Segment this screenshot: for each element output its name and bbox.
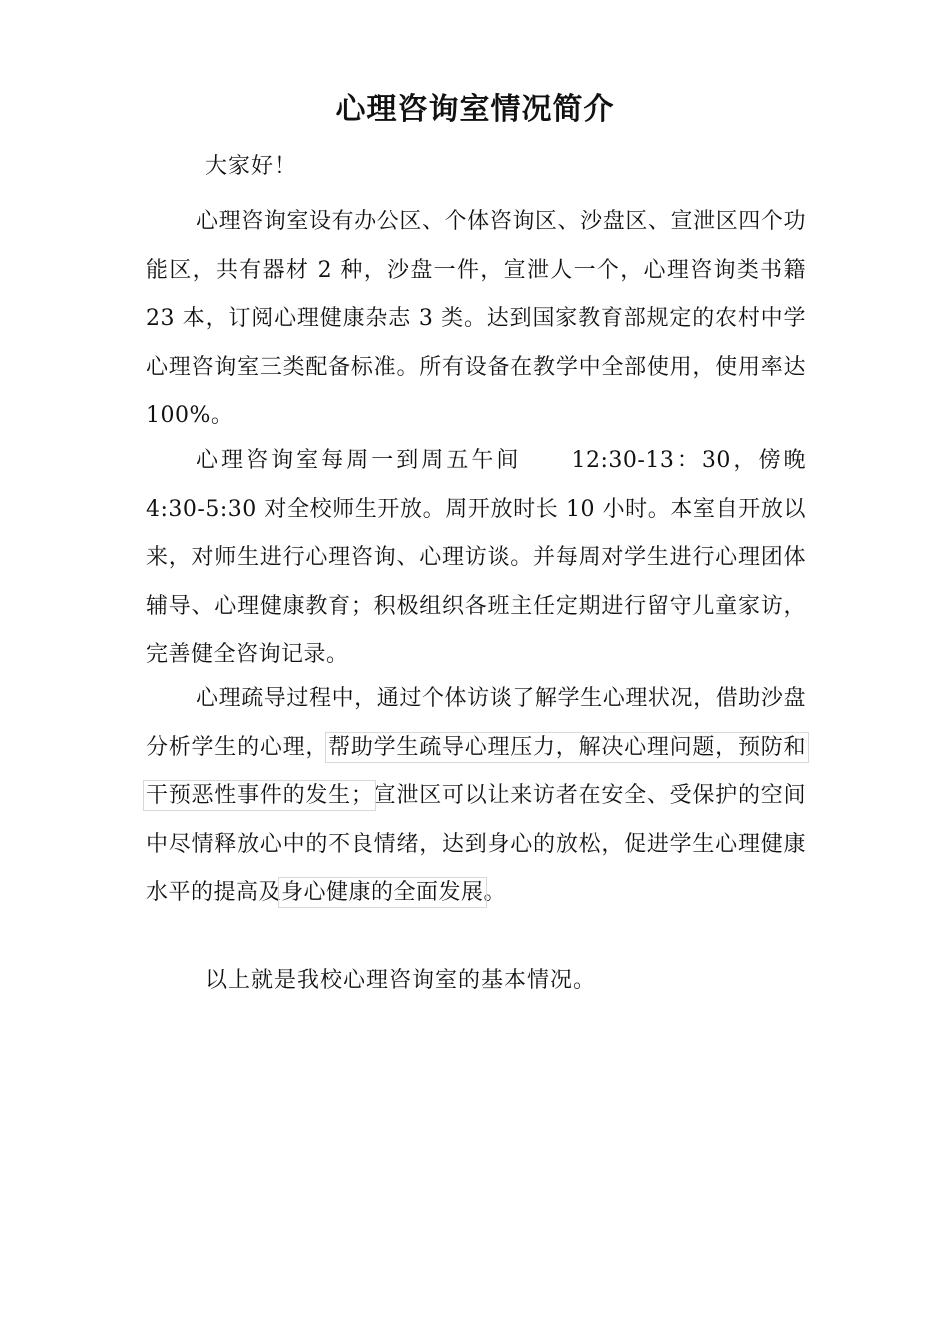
paragraph-1 xyxy=(146,198,806,441)
paragraph-3 xyxy=(146,675,806,918)
highlighted-text-1: 帮助学生疏导心理压力，解决心理问题，预防和干预恶性事件的发生； xyxy=(146,734,806,808)
paragraph-2 xyxy=(146,437,806,680)
highlighted-text-2: 身心健康的全面发展 xyxy=(281,880,484,905)
paragraph-3-part-3: 宣泄区可以让来访者在安全、受保护的空间中尽情释放心中的不良情绪，达到身心的放松，促进学生心理健康水平的提高及 xyxy=(146,783,806,905)
paragraph-2-text: 心理咨询室每周一到周五午间 12:30-13：30，傍晚 4:30-5:30 对全校师生开放。周开放时长 10 小时。本室自开放以来，对师生进行心理咨询、心理访谈。并每周对学生进行心理团体辅导、心理健康教育；积极组织各班主任定期进行留守儿童家访，完善健全咨询记录。 xyxy=(146,448,806,667)
greeting-text: 大家好！ xyxy=(205,154,298,179)
paragraph-3-part-1: 心理疏导过程中，通过个体访谈了解学生心理状况，借助沙盘分析学生的心理， xyxy=(146,686,806,760)
document-title: 心理咨询室情况简介 xyxy=(335,92,615,127)
paragraph-3-part-5: 。 xyxy=(483,880,507,905)
paragraph-1-text: 心理咨询室设有办公区、个体咨询区、沙盘区、宣泄区四个功能区，共有器材 2 种，沙盘一件，宣泄人一个，心理咨询类书籍 23 本，订阅心理健康杂志 3 类。达到国家教育部规定的农村中学心理咨询室三类配备标准。所有设备在教学中全部使用，使用率达 100%。 xyxy=(146,209,806,428)
closing-text: 以上就是我校心理咨询室的基本情况。 xyxy=(205,968,597,993)
paragraph-3-text xyxy=(146,675,806,918)
